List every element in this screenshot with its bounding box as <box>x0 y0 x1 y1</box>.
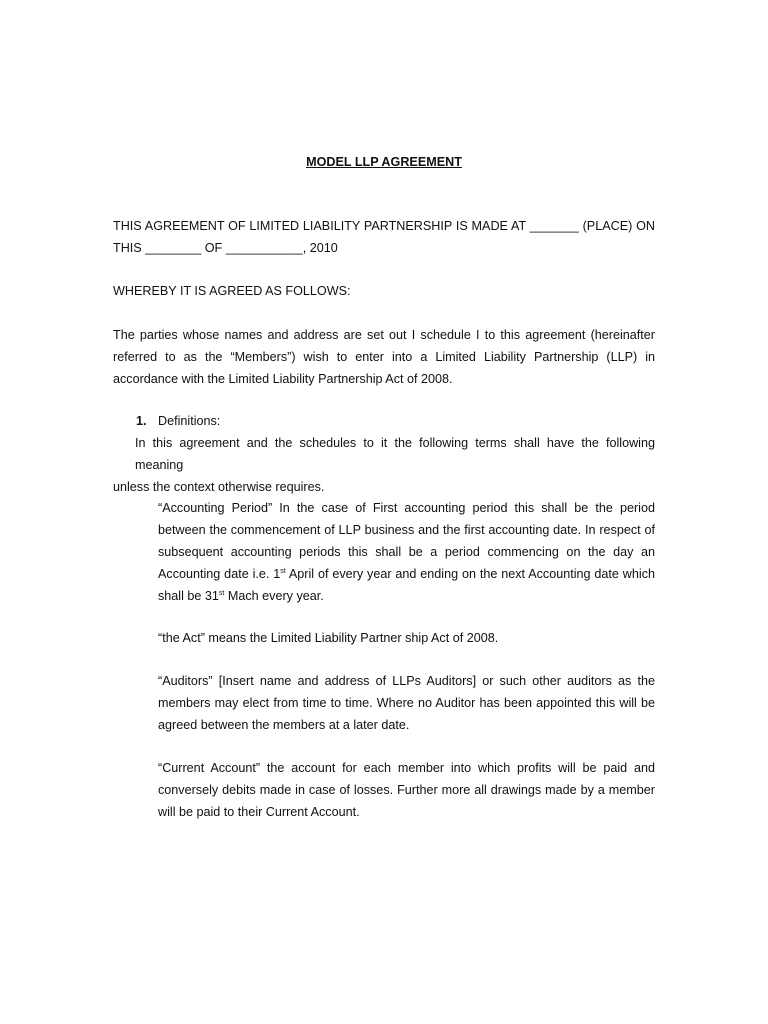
section-number: 1. <box>136 414 147 428</box>
accounting-period-line-5-a: shall be 31 <box>158 589 219 603</box>
whereby-line: WHEREBY IT IS AGREED AS FOLLOWS: <box>113 284 351 298</box>
current-account-line-1: “Current Account” the account for each member into which profits will be paid and <box>158 761 655 775</box>
accounting-period-line-4-b: April of every year and ending on the next Accounting date which <box>285 567 656 581</box>
definition-the-act <box>158 627 655 649</box>
ordinal-suffix: st <box>218 590 225 597</box>
accounting-period-line-1: “Accounting Period” In the case of First accounting period this shall be the period <box>158 501 655 515</box>
definition-accounting-period <box>158 497 655 607</box>
section-1-line-1: In this agreement and the schedules to it the following terms shall have the following meaning <box>135 436 655 472</box>
section-heading: Definitions: <box>158 414 221 428</box>
accounting-period-line-5 <box>158 585 655 607</box>
section-1-line-2: unless the context otherwise requires. <box>113 480 325 494</box>
accounting-period-line-4-a: Accounting date i.e. 1 <box>158 567 281 581</box>
current-account-line-3: will be paid to their Current Account. <box>158 805 360 819</box>
accounting-period-line-4 <box>158 563 655 585</box>
accounting-period-line-3: subsequent accounting periods this shall be a period commencing on the day an <box>158 545 655 559</box>
ordinal-suffix: st <box>280 568 286 575</box>
parties-paragraph <box>113 324 655 390</box>
current-account-line-2: conversely debits made in case of losses. Further more all drawings made by a member <box>158 783 655 797</box>
the-act-line: “the Act” means the Limited Liability Partner ship Act of 2008. <box>158 631 499 645</box>
document-title: MODEL LLP AGREEMENT <box>306 155 462 169</box>
section-1-intro <box>113 432 655 498</box>
parties-line-3: accordance with the Limited Liability Partnership Act of 2008. <box>113 372 453 386</box>
parties-line-1: The parties whose names and address are set out I schedule I to this agreement (hereinafter <box>113 328 655 342</box>
auditors-line-3: agreed between the members at a later date. <box>158 718 410 732</box>
accounting-period-line-5-b: Mach every year. <box>224 589 324 603</box>
intro-paragraph <box>113 215 655 259</box>
auditors-line-2: members may elect from time to time. Where no Auditor has been appointed this will be <box>158 696 655 710</box>
intro-line-1: THIS AGREEMENT OF LIMITED LIABILITY PARTNERSHIP IS MADE AT _______ (PLACE) ON <box>113 219 655 233</box>
definition-current-account <box>158 757 655 823</box>
auditors-line-1: “Auditors” [Insert name and address of LLPs Auditors] or such other auditors as the <box>158 674 655 688</box>
accounting-period-line-2: between the commencement of LLP business and the first accounting date. In respect of <box>158 523 655 537</box>
section-1-heading <box>136 410 655 432</box>
parties-line-2: referred to as the “Members”) wish to enter into a Limited Liability Partnership (LLP) in <box>113 350 655 364</box>
intro-line-2: THIS ________ OF ___________, 2010 <box>113 241 338 255</box>
definition-auditors <box>158 670 655 736</box>
whereby-paragraph <box>113 280 655 302</box>
